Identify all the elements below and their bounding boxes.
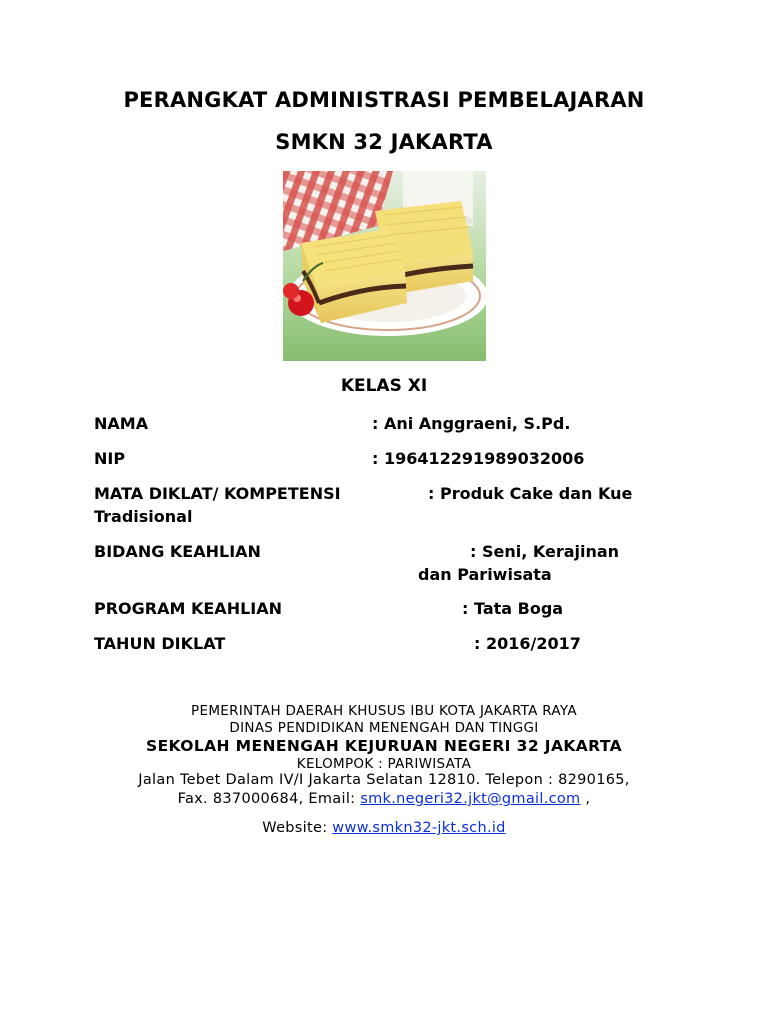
bidang-keahlian-value: : Seni, Kerajinan bbox=[470, 542, 620, 561]
tahun-diklat-label: TAHUN DIKLAT bbox=[94, 634, 226, 653]
footer-address: Jalan Tebet Dalam IV/I Jakarta Selatan 12810. Telepon : 8290165, bbox=[138, 772, 630, 788]
bidang-keahlian-value-cont: dan Pariwisata bbox=[418, 565, 552, 584]
footer-school-name: SEKOLAH MENENGAH KEJURUAN NEGERI 32 JAKARTA bbox=[146, 737, 622, 755]
website-label: Website: bbox=[262, 820, 333, 836]
nama-value: : Ani Anggraeni, S.Pd. bbox=[372, 414, 571, 433]
document-title: PERANGKAT ADMINISTRASI PEMBELAJARAN bbox=[123, 88, 645, 112]
website-link[interactable]: www.smkn32-jkt.sch.id bbox=[332, 820, 506, 836]
mata-diklat-label: MATA DIKLAT/ KOMPETENSI bbox=[94, 484, 341, 503]
program-keahlian-value: : Tata Boga bbox=[462, 599, 564, 618]
program-keahlian-label: PROGRAM KEAHLIAN bbox=[94, 599, 282, 618]
footer-website bbox=[0, 820, 768, 836]
email-link[interactable]: smk.negeri32.jkt@gmail.com bbox=[360, 791, 581, 807]
mata-diklat-value: : Produk Cake dan Kue bbox=[428, 484, 633, 503]
school-title: SMKN 32 JAKARTA bbox=[275, 130, 493, 154]
footer-fax: Fax. 837000684, Email: bbox=[177, 791, 361, 807]
footer-contact bbox=[0, 791, 768, 807]
footer-department: DINAS PENDIDIKAN MENENGAH DAN TINGGI bbox=[229, 720, 539, 736]
nip-value: : 196412291989032006 bbox=[372, 449, 585, 468]
footer-contact-suffix: , bbox=[580, 791, 591, 807]
cake-photo bbox=[283, 171, 486, 361]
footer-group: KELOMPOK : PARIWISATA bbox=[296, 756, 472, 772]
tahun-diklat-value: : 2016/2017 bbox=[474, 634, 581, 653]
bidang-keahlian-label: BIDANG KEAHLIAN bbox=[94, 542, 261, 561]
nip-label: NIP bbox=[94, 449, 126, 468]
class-label: KELAS XI bbox=[340, 376, 428, 396]
footer-government: PEMERINTAH DAERAH KHUSUS IBU KOTA JAKARTA RAYA bbox=[191, 703, 577, 719]
mata-diklat-value-cont: Tradisional bbox=[94, 507, 193, 526]
nama-label: NAMA bbox=[94, 414, 149, 433]
